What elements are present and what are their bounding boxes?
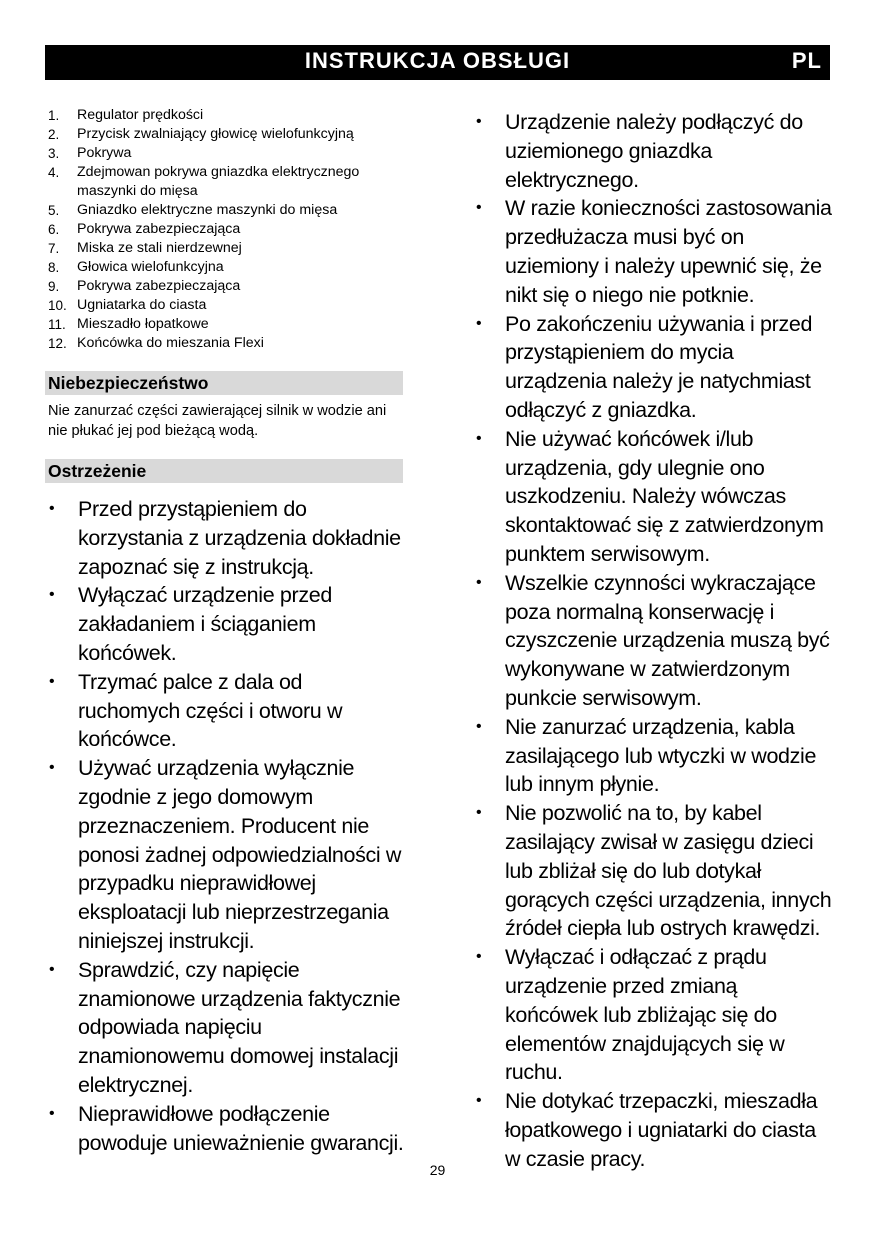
- part-name: Zdejmowan pokrywa gniazdka elektrycznego maszynki do mięsa: [77, 164, 360, 199]
- list-item: [472, 425, 832, 569]
- part-number: 5.: [48, 203, 60, 218]
- part-number: 11.: [48, 317, 66, 332]
- bullet-icon: •: [476, 717, 482, 735]
- list-item: [45, 125, 405, 144]
- list-item: [45, 581, 405, 667]
- warning-text: Używać urządzenia wyłącznie zgodnie z jego domowym przeznaczeniem. Producent nie ponosi żadnej odpowiedzialności w przypadku nieprawidłowej eksploatacji lub nieprzestrzegania niniejszej instrukcji.: [78, 756, 402, 953]
- list-item: [45, 163, 405, 201]
- list-item: [45, 495, 405, 581]
- right-column: [472, 108, 832, 1173]
- warning-text: Wszelkie czynności wykraczające poza normalną konserwację i czyszczenie urządzenia muszą być wykonywane w zatwierdzonym punkcie serwisowym.: [505, 570, 830, 710]
- part-name: Głowica wielofunkcyjna: [77, 259, 224, 275]
- warning-text: Po zakończeniu używania i przed przystąpieniem do mycia urządzenia należy je natychmiast odłączyć z gniazdka.: [505, 311, 813, 422]
- bullet-icon: •: [476, 314, 482, 332]
- warning-text: Nieprawidłowe podłączenie powoduje unieważnienie gwarancji.: [78, 1101, 404, 1155]
- part-number: 7.: [48, 241, 60, 256]
- part-name: Miska ze stali nierdzewnej: [77, 240, 242, 256]
- warning-text: Trzymać palce z dala od ruchomych części i otworu w końcówce.: [78, 669, 343, 752]
- bullet-icon: •: [49, 586, 55, 604]
- list-item: [45, 277, 405, 296]
- warning-text: W razie konieczności zastosowania przedłużacza musi być on uziemiony i należy upewnić się, że nikt się o niego nie potknie.: [505, 196, 832, 307]
- part-name: Ugniatarka do ciasta: [77, 297, 207, 313]
- warning-list-right: [472, 108, 832, 1173]
- language-code: PL: [791, 48, 822, 73]
- bullet-icon: •: [49, 1104, 55, 1122]
- warning-text: Nie zanurzać urządzenia, kabla zasilającego lub wtyczki w wodzie lub innym płynie.: [505, 714, 817, 797]
- danger-heading: Niebezpieczeństwo: [45, 371, 403, 395]
- list-item: [45, 754, 405, 956]
- bullet-icon: •: [49, 759, 55, 777]
- list-item: [472, 943, 832, 1087]
- bullet-icon: •: [476, 573, 482, 591]
- warning-text: Sprawdzić, czy napięcie znamionowe urządzenia faktycznie odpowiada napięciu znamionowemu domowej instalacji elektrycznej.: [78, 957, 401, 1097]
- list-item: [472, 713, 832, 799]
- part-number: 12.: [48, 336, 67, 351]
- bullet-icon: •: [476, 804, 482, 822]
- list-item: [45, 239, 405, 258]
- part-number: 2.: [48, 127, 60, 142]
- left-column: [45, 106, 405, 1157]
- list-item: [45, 201, 405, 220]
- bullet-icon: •: [476, 113, 482, 130]
- warning-text: Nie pozwolić na to, by kabel zasilający zwisał w zasięgu dzieci lub zbliżał się do lub dotykał gorących części urządzenia, innych źródeł ciepła lub ostrych krawędzi.: [505, 801, 832, 941]
- danger-text: Nie zanurzać części zawierającej silnik w wodzie ani nie płukać jej pod bieżącą wodą.: [48, 403, 387, 439]
- part-number: 9.: [48, 279, 60, 294]
- warning-text: Wyłączać i odłączać z prądu urządzenie przed zmianą końcówek lub zbliżając się do elementów znajdujących się w ruchu.: [505, 945, 785, 1085]
- part-name: Pokrywa: [77, 145, 132, 161]
- part-name: Pokrywa zabezpieczająca: [77, 278, 241, 294]
- page-title: INSTRUKCJA OBSŁUGI: [304, 48, 571, 73]
- bullet-icon: •: [49, 672, 55, 690]
- list-item: [472, 310, 832, 425]
- part-name: Końcówka do mieszania Flexi: [77, 335, 264, 351]
- warning-text: Nie używać końcówek i/lub urządzenia, gdy ulegnie ono uszkodzeniu. Należy wówczas skontaktować się z zatwierdzonym punktem serwisowym.: [505, 426, 824, 566]
- page-number: 29: [429, 1162, 446, 1178]
- list-item: [45, 220, 405, 239]
- header-bar: [45, 45, 830, 80]
- part-number: 6.: [48, 222, 60, 237]
- bullet-icon: •: [476, 199, 482, 217]
- bullet-icon: •: [49, 500, 55, 517]
- warning-heading: Ostrzeżenie: [45, 459, 403, 483]
- list-item: [45, 334, 405, 353]
- warning-text: Urządzenie należy podłączyć do uziemionego gniazdka elektrycznego.: [505, 110, 803, 192]
- list-item: [45, 956, 405, 1100]
- warning-text: Wyłączać urządzenie przed zakładaniem i ściąganiem końcówek.: [78, 583, 332, 665]
- list-item: [45, 315, 405, 334]
- part-number: 10.: [48, 298, 67, 313]
- list-item: [45, 1100, 405, 1158]
- bullet-icon: •: [49, 960, 55, 978]
- part-name: Pokrywa zabezpieczająca: [77, 221, 241, 237]
- part-name: Regulator prędkości: [77, 107, 204, 123]
- warning-text: Przed przystąpieniem do korzystania z urządzenia dokładnie zapoznać się z instrukcją.: [78, 497, 401, 579]
- list-item: [472, 194, 832, 309]
- list-item: [45, 106, 405, 125]
- part-number: 8.: [48, 260, 60, 275]
- part-name: Gniazdko elektryczne maszynki do mięsa: [77, 202, 338, 218]
- part-name: Przycisk zwalniający głowicę wielofunkcyjną: [77, 126, 354, 142]
- bullet-icon: •: [476, 1092, 482, 1110]
- bullet-icon: •: [476, 948, 482, 966]
- list-item: [472, 108, 832, 194]
- parts-list: [45, 106, 405, 353]
- list-item: [45, 144, 405, 163]
- list-item: [45, 668, 405, 754]
- list-item: [45, 258, 405, 277]
- part-number: 1.: [48, 108, 60, 123]
- part-number: 3.: [48, 146, 60, 161]
- part-number: 4.: [48, 165, 60, 180]
- warning-text: Nie dotykać trzepaczki, mieszadła łopatkowego i ugniatarki do ciasta w czasie pracy.: [505, 1089, 818, 1171]
- list-item: [472, 1087, 832, 1173]
- part-name: Mieszadło łopatkowe: [77, 316, 209, 332]
- list-item: [472, 799, 832, 943]
- list-item: [472, 569, 832, 713]
- bullet-icon: •: [476, 429, 482, 447]
- warning-list-left: [45, 495, 405, 1157]
- list-item: [45, 296, 405, 315]
